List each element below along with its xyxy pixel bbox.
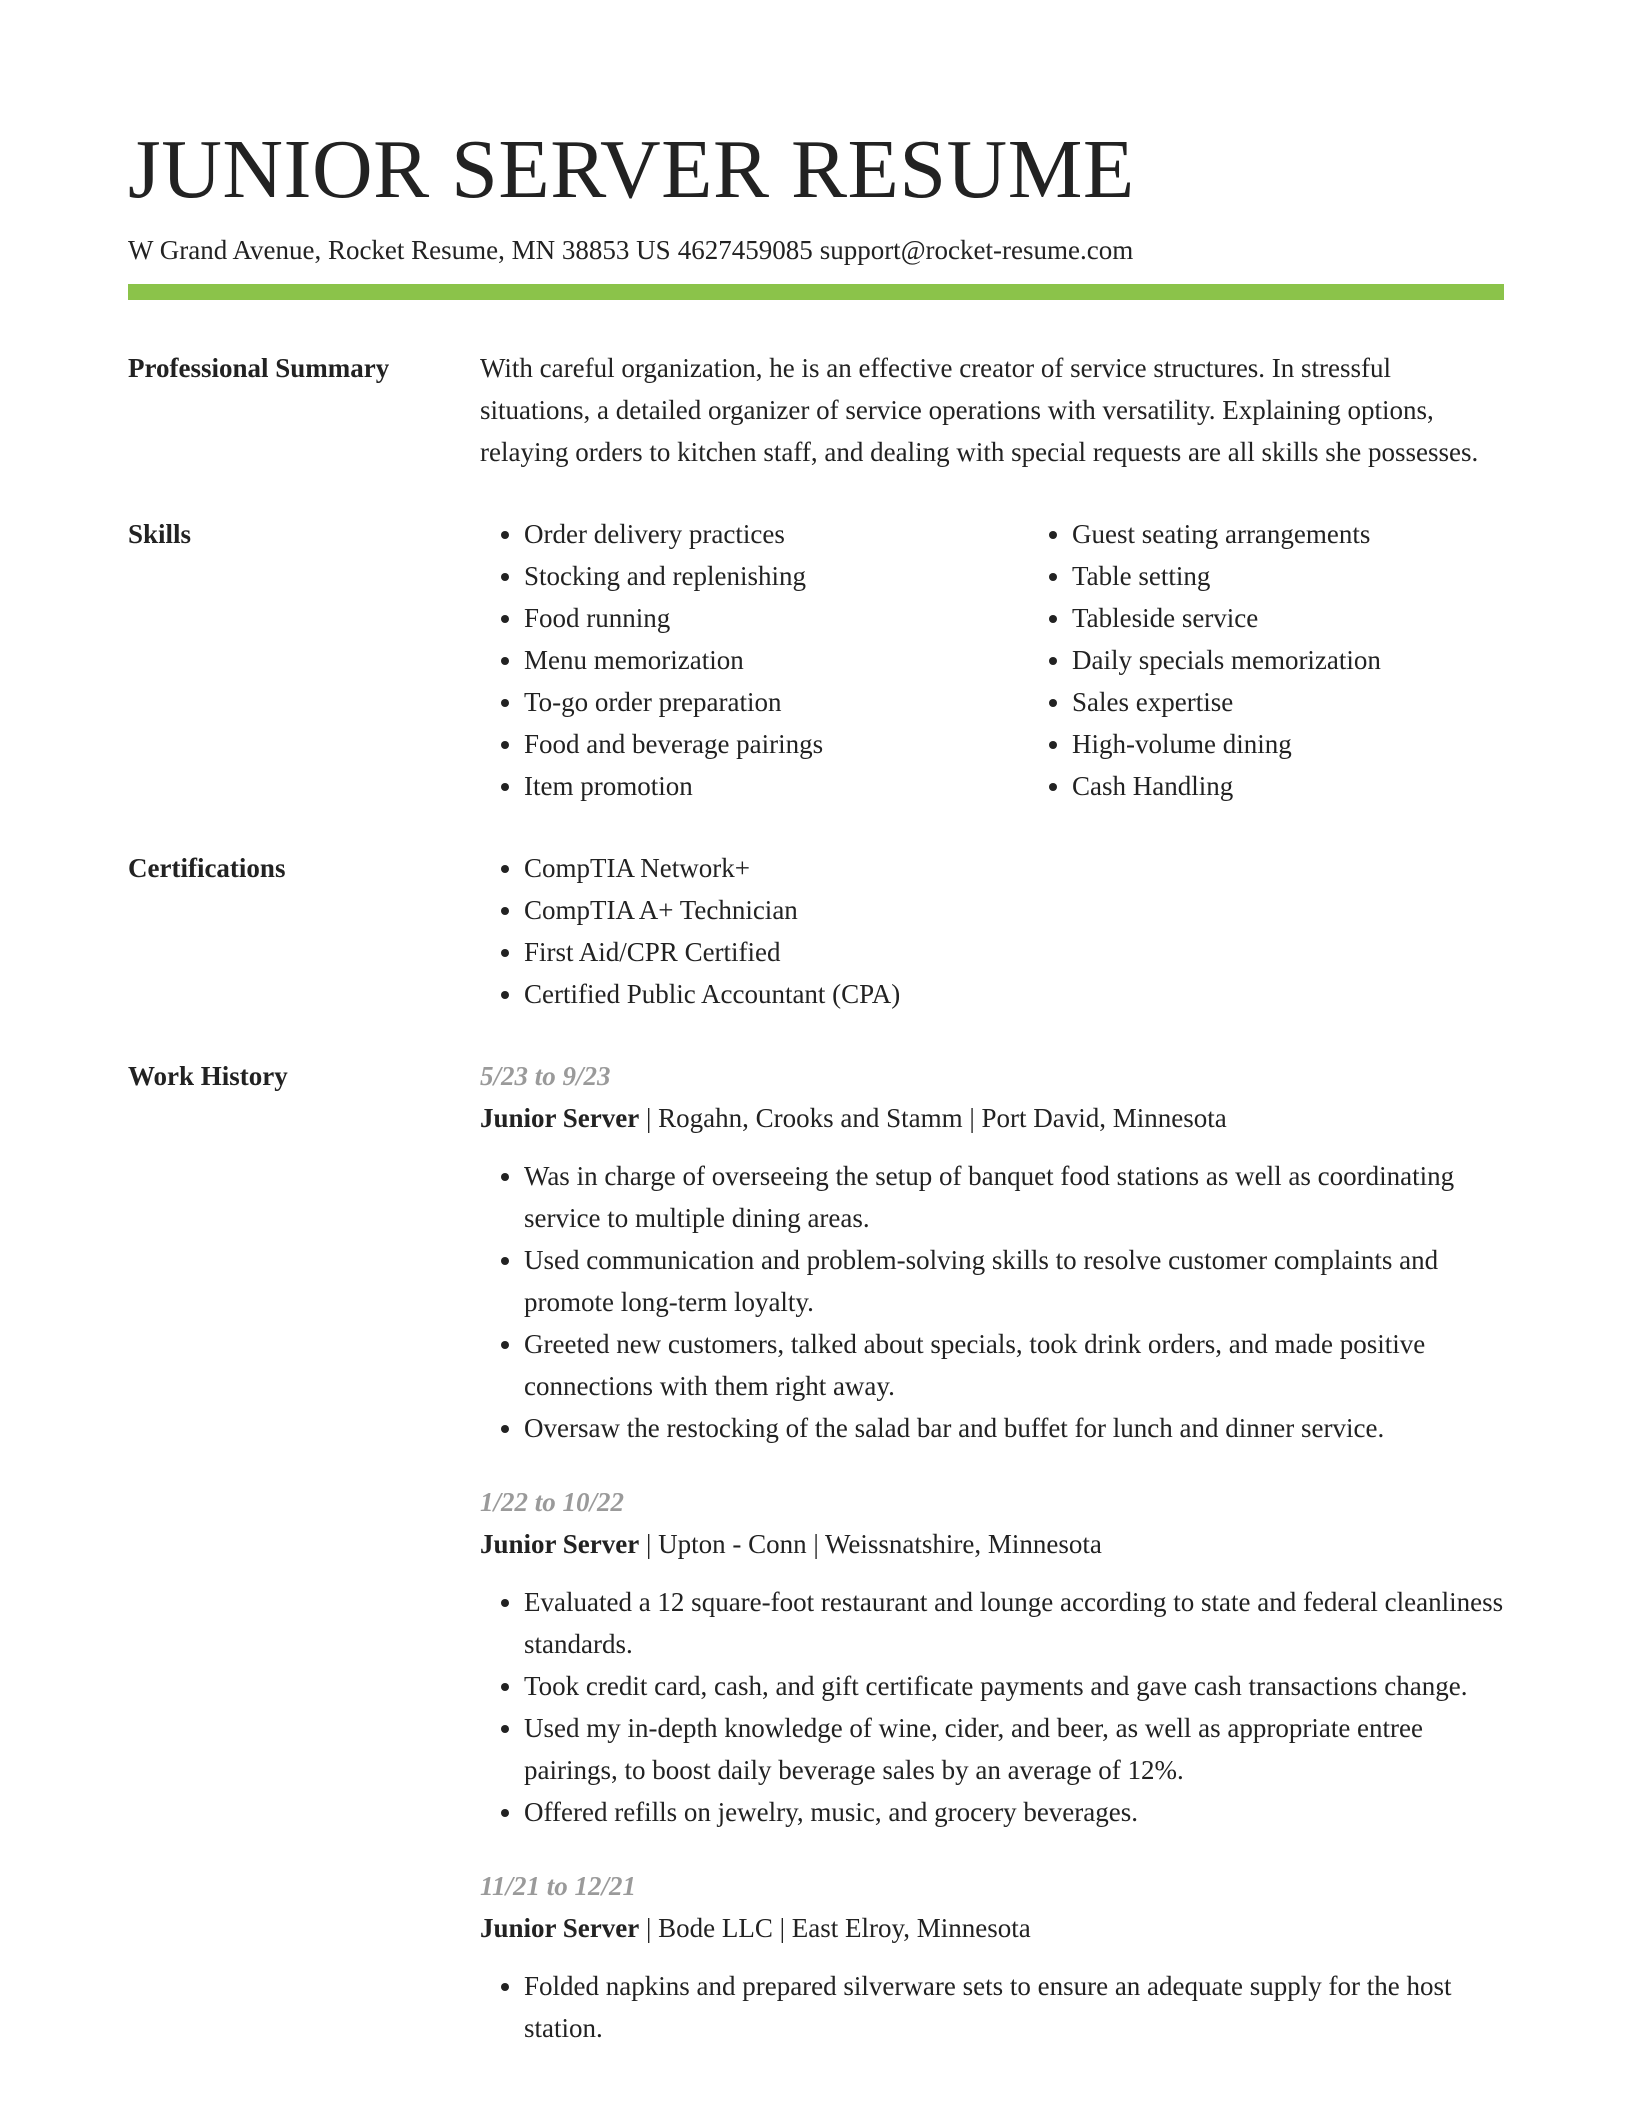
job-bullets bbox=[480, 1155, 1504, 1449]
summary-section bbox=[128, 347, 1504, 473]
resume-page bbox=[128, 118, 1504, 2081]
skill-item: • Food and beverage pairings bbox=[524, 723, 1028, 765]
certification-item: • CompTIA Network+ bbox=[524, 847, 1504, 889]
job-heading bbox=[480, 1907, 1504, 1949]
job-bullet: • Greeted new customers, talked about specials, took drink orders, and made positive connections with them right away. bbox=[524, 1323, 1504, 1407]
contact-address: W Grand Avenue, Rocket Resume, MN 38853 US bbox=[128, 235, 671, 265]
job-title: Junior Server bbox=[480, 1529, 640, 1559]
work-history-heading: Work History bbox=[128, 1061, 288, 1091]
job-bullet: • Was in charge of overseeing the setup of banquet food stations as well as coordinating service to multiple dining areas. bbox=[524, 1155, 1504, 1239]
certifications-heading: Certifications bbox=[128, 853, 286, 883]
skill-item: • Cash Handling bbox=[1072, 765, 1576, 807]
job-heading bbox=[480, 1523, 1504, 1565]
skill-item: • Tableside service bbox=[1072, 597, 1576, 639]
skill-item: • Food running bbox=[524, 597, 1028, 639]
job-bullet: • Evaluated a 12 square-foot restaurant and lounge according to state and federal cleanliness standards. bbox=[524, 1581, 1504, 1665]
job-details: | Upton - Conn | Weissnatshire, Minnesota bbox=[639, 1529, 1102, 1559]
skill-item: • Stocking and replenishing bbox=[524, 555, 1028, 597]
certifications-list bbox=[480, 847, 1504, 1015]
summary-heading: Professional Summary bbox=[128, 353, 390, 383]
certification-item: • Certified Public Accountant (CPA) bbox=[524, 973, 1504, 1015]
skill-item: • Menu memorization bbox=[524, 639, 1028, 681]
job-bullets bbox=[480, 1581, 1504, 1833]
job-dates: 1/22 to 10/22 bbox=[480, 1487, 625, 1517]
job-details: | Rogahn, Crooks and Stamm | Port David, Minnesota bbox=[639, 1103, 1227, 1133]
skill-item: • High-volume dining bbox=[1072, 723, 1576, 765]
skill-item: • Table setting bbox=[1072, 555, 1576, 597]
header-divider bbox=[128, 284, 1504, 300]
certifications-section bbox=[128, 847, 1504, 1015]
skills-section bbox=[128, 513, 1504, 807]
work-history-section bbox=[128, 1055, 1504, 2081]
skill-item: • Order delivery practices bbox=[524, 513, 1028, 555]
job-bullet: • Oversaw the restocking of the salad bar and buffet for lunch and dinner service. bbox=[524, 1407, 1504, 1449]
resume-title: JUNIOR SERVER RESUME bbox=[128, 123, 1135, 216]
job-bullet: • Used my in-depth knowledge of wine, cider, and beer, as well as appropriate entree pairings, to boost daily beverage sales by an average of 12%. bbox=[524, 1707, 1504, 1791]
job-bullet: • Folded napkins and prepared silverware sets to ensure an adequate supply for the host station. bbox=[524, 1965, 1504, 2049]
job-title: Junior Server bbox=[480, 1103, 640, 1133]
skill-item: • Item promotion bbox=[524, 765, 1028, 807]
job-dates: 5/23 to 9/23 bbox=[480, 1061, 611, 1091]
certification-item: • First Aid/CPR Certified bbox=[524, 931, 1504, 973]
contact-line bbox=[128, 230, 1504, 270]
contact-phone: 4627459085 bbox=[677, 235, 813, 265]
job-bullet: • Offered refills on jewelry, music, and grocery beverages. bbox=[524, 1791, 1504, 1833]
job-bullet: • Took credit card, cash, and gift certificate payments and gave cash transactions change. bbox=[524, 1665, 1504, 1707]
skills-heading: Skills bbox=[128, 519, 192, 549]
skills-list-left bbox=[480, 513, 1028, 807]
job-details: | Bode LLC | East Elroy, Minnesota bbox=[639, 1913, 1031, 1943]
job-bullets bbox=[480, 1965, 1504, 2049]
skill-item: • To-go order preparation bbox=[524, 681, 1028, 723]
summary-text: With careful organization, he is an effective creator of service structures. In stressful situations, a detailed organizer of service operations with versatility. Explaining options, relaying orders to kitchen staff, and dealing with special requests are all skills she possesses. bbox=[480, 353, 1479, 467]
job-entry bbox=[480, 1865, 1504, 2049]
job-heading bbox=[480, 1097, 1504, 1139]
job-entry bbox=[480, 1481, 1504, 1833]
skill-item: • Guest seating arrangements bbox=[1072, 513, 1576, 555]
job-entry bbox=[480, 1055, 1504, 1449]
skill-item: • Daily specials memorization bbox=[1072, 639, 1576, 681]
skills-list-right bbox=[1028, 513, 1576, 807]
job-bullet: • Used communication and problem-solving skills to resolve customer complaints and promote long-term loyalty. bbox=[524, 1239, 1504, 1323]
skill-item: • Sales expertise bbox=[1072, 681, 1576, 723]
certification-item: • CompTIA A+ Technician bbox=[524, 889, 1504, 931]
job-dates: 11/21 to 12/21 bbox=[480, 1871, 637, 1901]
contact-email: support@rocket-resume.com bbox=[819, 235, 1134, 265]
job-title: Junior Server bbox=[480, 1913, 640, 1943]
